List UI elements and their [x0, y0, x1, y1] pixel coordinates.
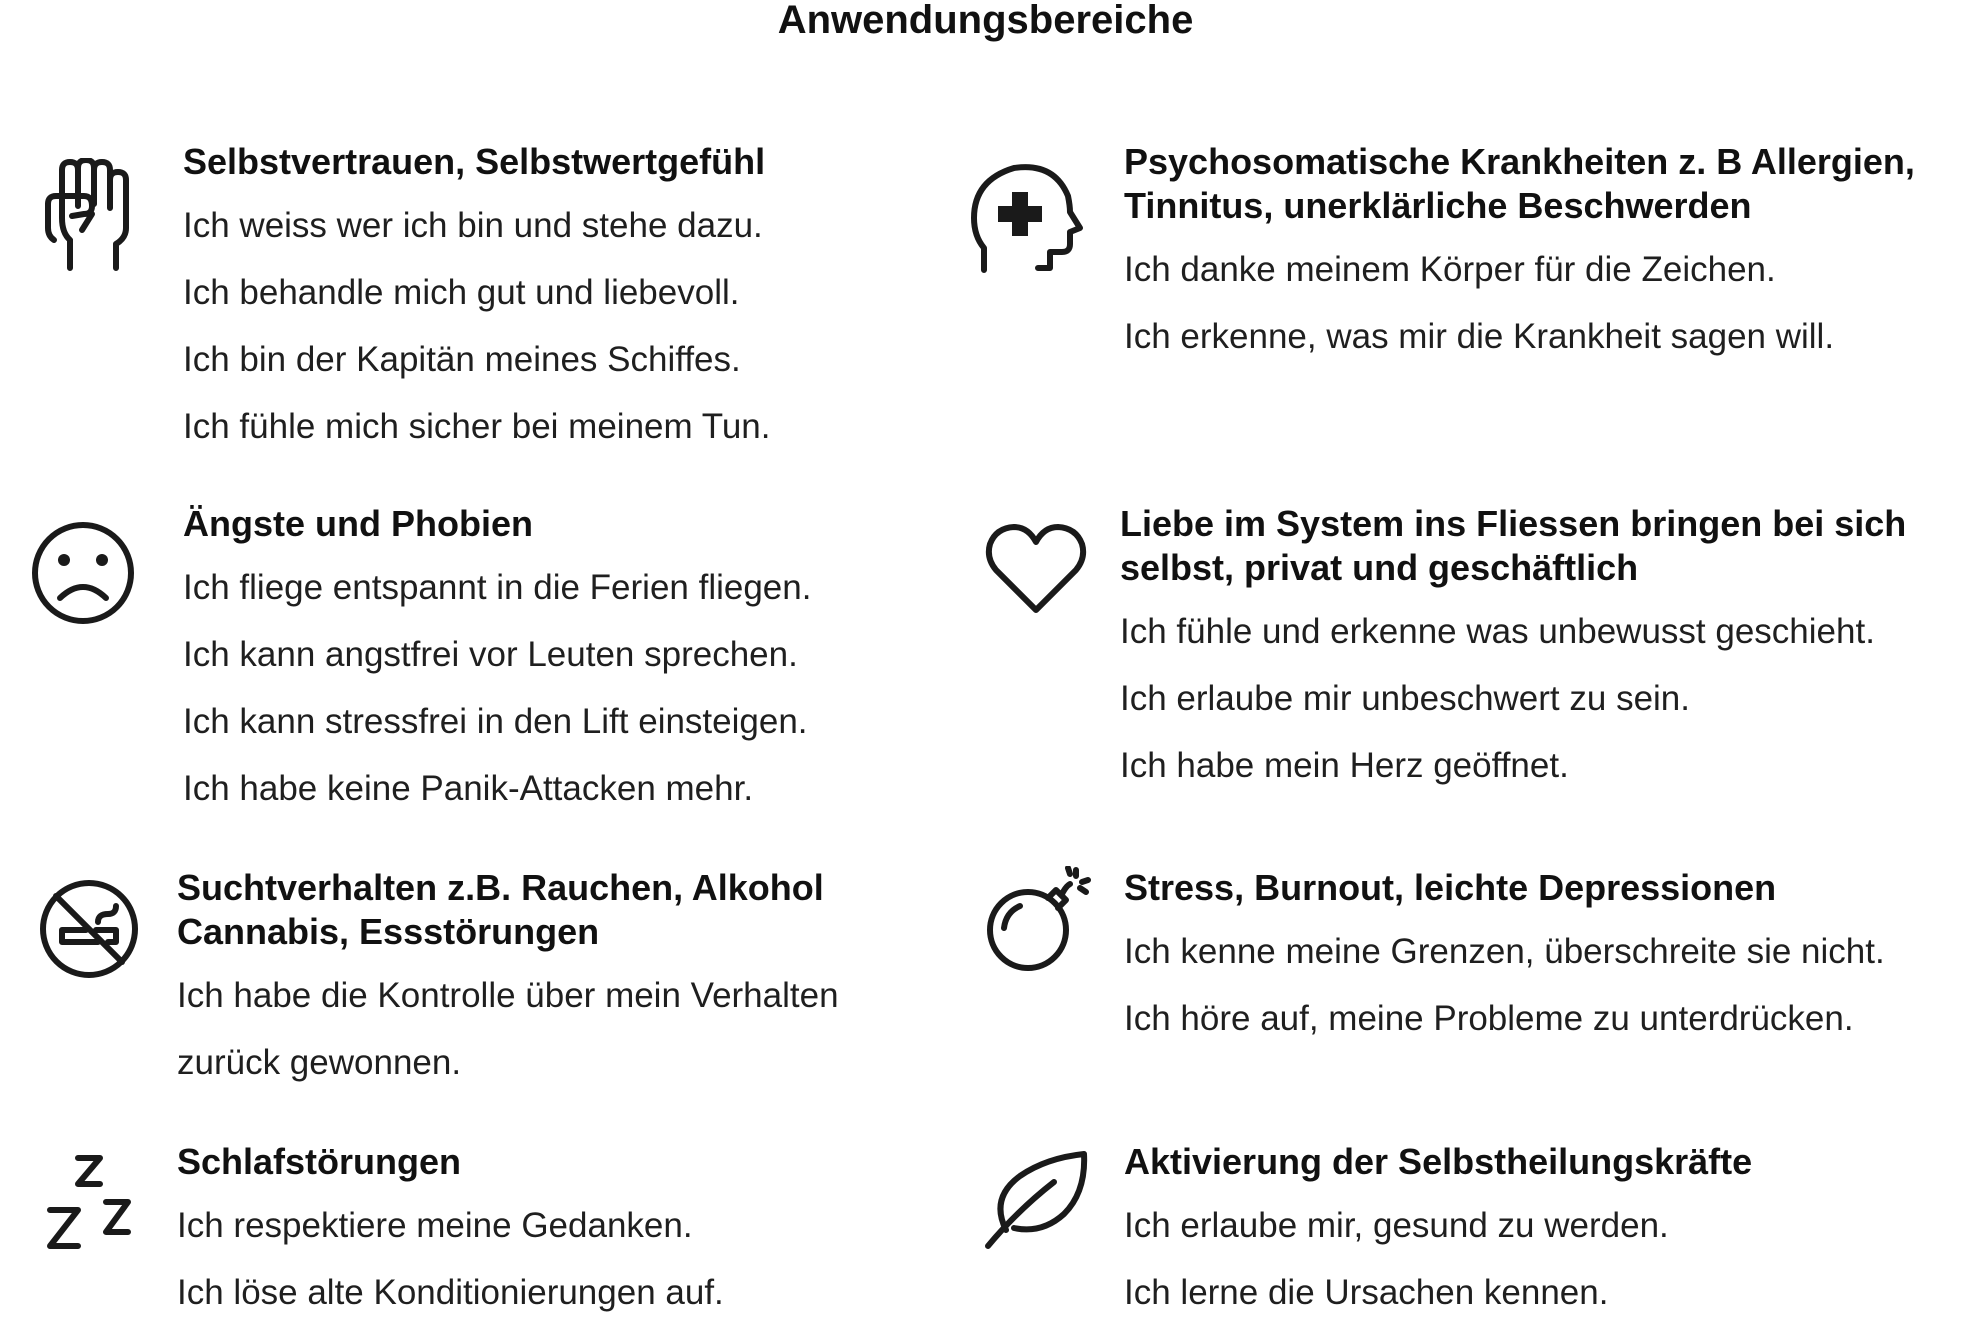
- section-heading: Selbstvertrauen, Selbstwertgefühl: [183, 141, 766, 182]
- section-heading: Suchtverhalten z.B. Rauchen, Alkohol: [177, 867, 824, 908]
- raised-fist-icon: [40, 158, 140, 278]
- affirmation-line: zurück gewonnen.: [177, 1043, 462, 1082]
- affirmation-line: Ich kann stressfrei in den Lift einsteigen.: [183, 702, 808, 741]
- affirmation-line: Ich habe mein Herz geöffnet.: [1120, 746, 1569, 785]
- section-heading: Schlafstörungen: [177, 1141, 462, 1182]
- heart-icon: [984, 522, 1088, 616]
- affirmation-line: Ich kenne meine Grenzen, überschreite sie nicht.: [1124, 932, 1885, 971]
- section-heading: Ängste und Phobien: [183, 503, 533, 544]
- affirmation-line: Ich fühle mich sicher bei meinem Tun.: [183, 407, 771, 446]
- section-heading: Tinnitus, unerklärliche Beschwerden: [1124, 185, 1752, 226]
- section-heading: Stress, Burnout, leichte Depressionen: [1124, 867, 1777, 908]
- affirmation-line: Ich fühle und erkenne was unbewusst geschieht.: [1120, 612, 1875, 651]
- bomb-icon: [984, 866, 1096, 978]
- affirmation-line: Ich lerne die Ursachen kennen.: [1124, 1273, 1609, 1312]
- affirmation-line: Ich bin der Kapitän meines Schiffes.: [183, 340, 741, 379]
- affirmation-line: Ich habe keine Panik-Attacken mehr.: [183, 769, 754, 808]
- section-heading: selbst, privat und geschäftlich: [1120, 547, 1639, 588]
- affirmation-line: Ich erlaube mir, gesund zu werden.: [1124, 1206, 1669, 1245]
- affirmation-line: Ich fliege entspannt in die Ferien fliegen.: [183, 568, 812, 607]
- affirmation-line: Ich höre auf, meine Probleme zu unterdrücken.: [1124, 999, 1854, 1038]
- section-heading: Cannabis, Essstörungen: [177, 911, 600, 952]
- affirmation-line: Ich respektiere meine Gedanken.: [177, 1206, 693, 1245]
- affirmation-line: Ich erlaube mir unbeschwert zu sein.: [1120, 679, 1690, 718]
- sad-face-icon: [28, 518, 138, 628]
- leaf-icon: [984, 1150, 1090, 1250]
- affirmation-line: Ich behandle mich gut und liebevoll.: [183, 273, 740, 312]
- section-heading: Aktivierung der Selbstheilungskräfte: [1124, 1141, 1753, 1182]
- affirmation-line: Ich danke meinem Körper für die Zeichen.: [1124, 250, 1776, 289]
- page-title: Anwendungsbereiche: [777, 0, 1194, 42]
- affirmation-line: Ich weiss wer ich bin und stehe dazu.: [183, 206, 763, 245]
- affirmation-line: Ich löse alte Konditionierungen auf.: [177, 1273, 724, 1312]
- affirmation-line: Ich kann angstfrei vor Leuten sprechen.: [183, 635, 798, 674]
- no-smoking-icon: [36, 876, 142, 982]
- section-heading: Psychosomatische Krankheiten z. B Allergien,: [1124, 141, 1915, 182]
- head-medical-cross-icon: [970, 160, 1086, 280]
- section-heading: Liebe im System ins Fliessen bringen bei sich: [1120, 503, 1907, 544]
- affirmation-line: Ich habe die Kontrolle über mein Verhalten: [177, 976, 839, 1015]
- affirmation-line: Ich erkenne, was mir die Krankheit sagen will.: [1124, 317, 1835, 356]
- sleep-zzz-icon: [44, 1152, 144, 1258]
